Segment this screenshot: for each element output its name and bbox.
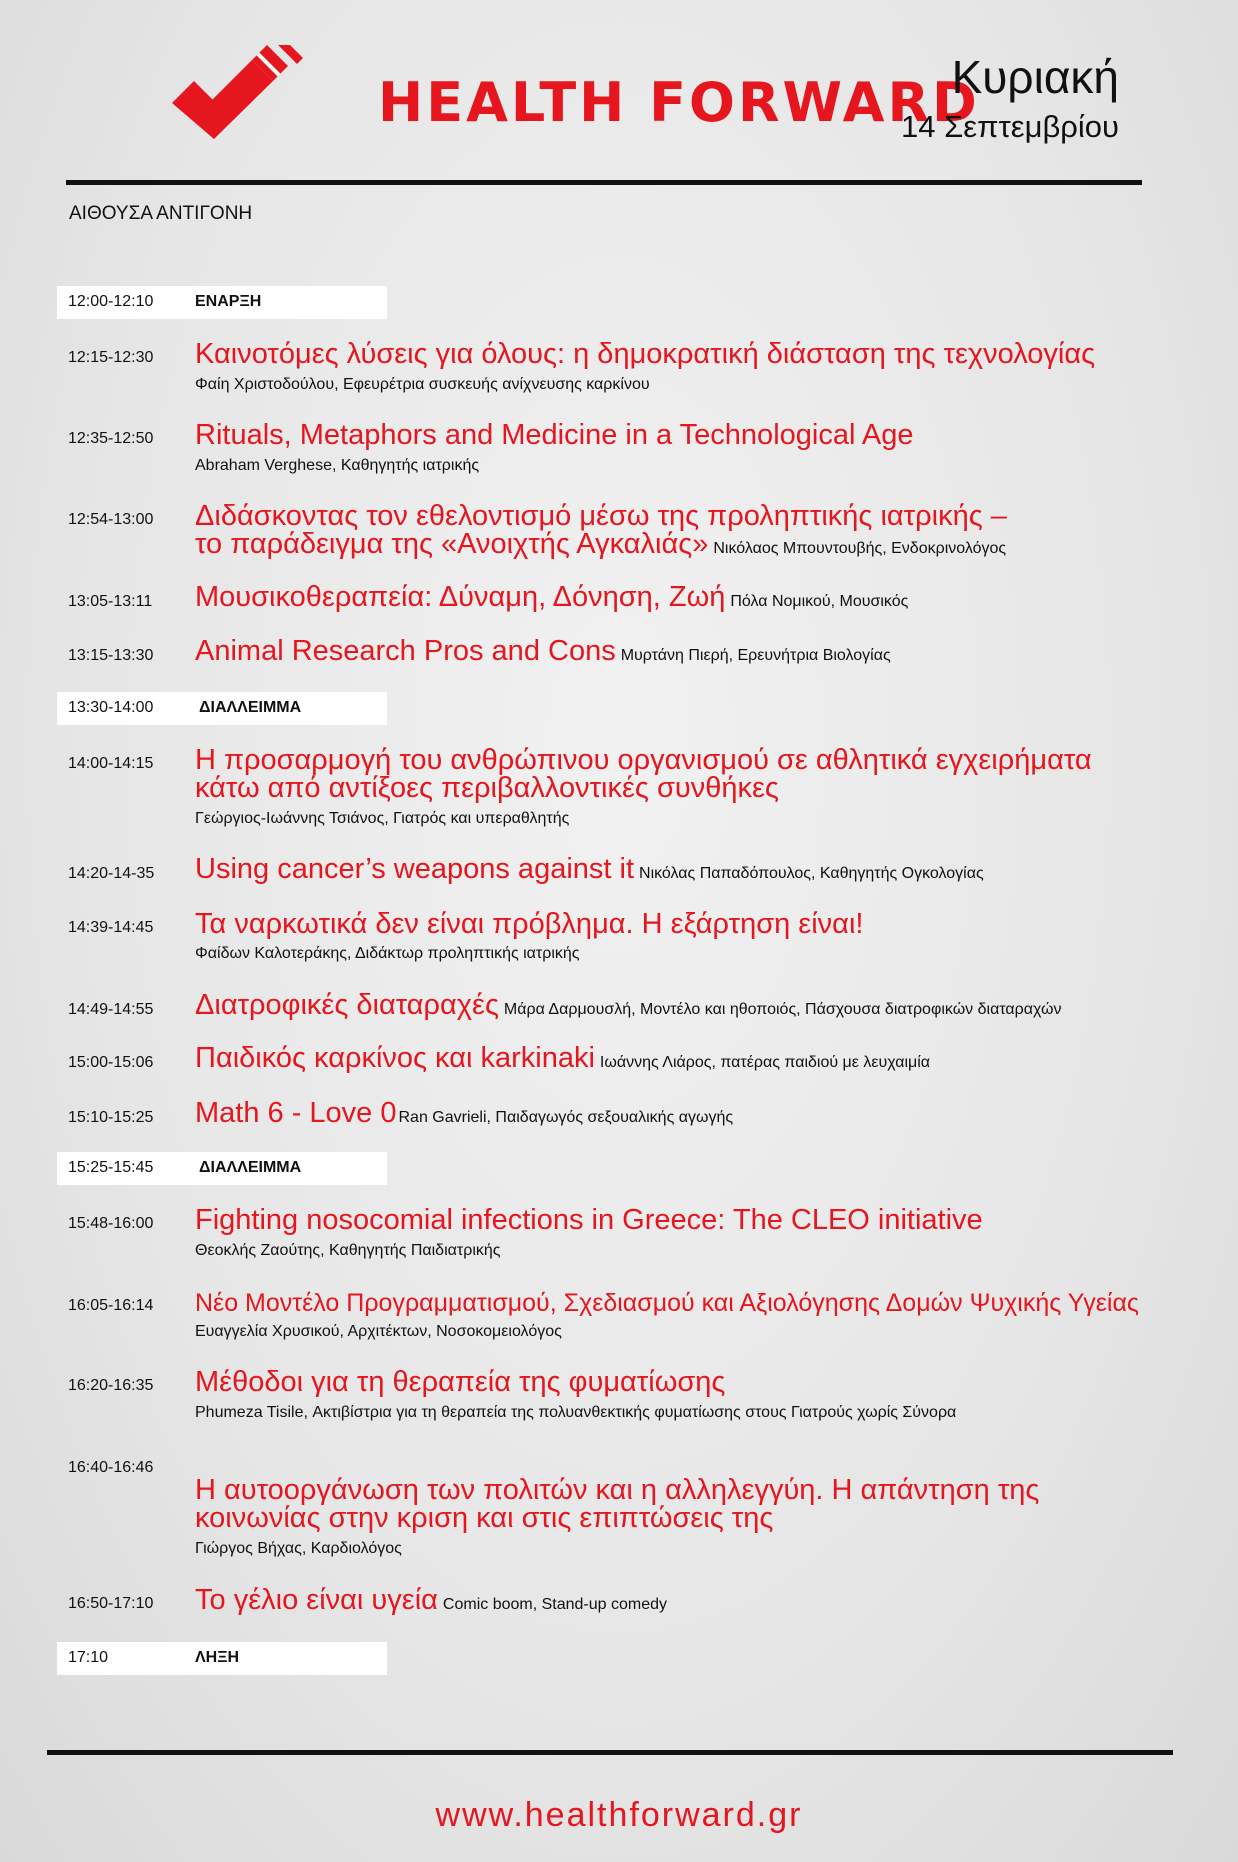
slot-time: 15:25-15:45 xyxy=(68,1159,154,1176)
talk-row xyxy=(195,1043,930,1078)
schedule-marker-opening xyxy=(57,286,387,319)
slot-time: 15:10-15:25 xyxy=(68,1109,154,1126)
talk-speaker: Ran Gavrieli, Παιδαγωγός σεξουαλικής αγωγής xyxy=(398,1109,734,1126)
talk-speaker: Ιωάννης Λιάρος, πατέρας παιδιού με λευχαιμία xyxy=(599,1054,931,1071)
talk-title-line1: Διδάσκοντας τον εθελοντισμό μέσω της προληπτικής ιατρικής – xyxy=(195,500,1007,532)
talk-row xyxy=(195,636,891,671)
brand-name: HEALTH FORWARD xyxy=(378,71,980,134)
talk-speaker: Comic boom, Stand-up comedy xyxy=(442,1596,668,1613)
slot-time: 14:39-14:45 xyxy=(68,919,154,936)
talk-speaker: Νικόλας Παπαδόπουλος, Καθηγητής Ογκολογίας xyxy=(639,865,984,882)
footer-divider xyxy=(47,1750,1173,1755)
talk-title-line2: κάτω από αντίξοες περιβαλλοντικές συνθήκες xyxy=(195,772,779,804)
slot-time: 15:48-16:00 xyxy=(68,1215,154,1232)
website-link[interactable]: www.healthforward.gr xyxy=(435,1796,803,1834)
talk-speaker: Νικόλαος Μπουντουβής, Ενδοκρινολόγος xyxy=(713,540,1007,557)
talk-row xyxy=(195,1098,733,1133)
slot-time: 12:35-12:50 xyxy=(68,430,154,447)
talk-speaker: Γιώργος Βήχας, Καρδιολόγος xyxy=(195,1540,402,1557)
talk-title-line2: κοινωνίας στην κριση και στις επιπτώσεις της xyxy=(195,1502,774,1534)
talk-title-line1: Η προσαρμογή του ανθρώπινου οργανισμού σε αθλητικά εγχειρήματα xyxy=(195,744,1092,776)
talk-title: Παιδικός καρκίνος και karkinaki xyxy=(195,1042,595,1074)
talk-speaker: Πόλα Νομικού, Μουσικός xyxy=(730,593,909,610)
talk-title: Fighting nosocomial infections in Greece: The CLEO initiative xyxy=(195,1204,983,1236)
talk-speaker: Μυρτάνη Πιερή, Ερευνήτρια Βιολογίας xyxy=(620,647,891,664)
slot-time: 14:00-14:15 xyxy=(68,755,154,772)
slot-time: 15:00-15:06 xyxy=(68,1054,154,1071)
talk-speaker: Θεοκλής Ζαούτης, Καθηγητής Παιδιατρικής xyxy=(195,1242,501,1259)
event-day: Κυριακή xyxy=(951,51,1119,103)
slot-time: 16:40-16:46 xyxy=(68,1459,154,1476)
schedule-marker-break xyxy=(57,692,387,725)
slot-label: ΛΗΞΗ xyxy=(195,1649,240,1666)
talk-row xyxy=(195,854,984,889)
talk-title: Μέθοδοι για τη θεραπεία της φυματίωσης xyxy=(195,1366,726,1398)
slot-time: 13:30-14:00 xyxy=(68,699,154,716)
talk-title: Rituals, Metaphors and Medicine in a Technological Age xyxy=(195,419,914,451)
talk-speaker: Μάρα Δαρμουσλή, Μοντέλο και ηθοποιός, Πάσχουσα διατροφικών διαταραχών xyxy=(503,1001,1062,1018)
slot-time: 13:15-13:30 xyxy=(68,647,154,664)
talk-title: Using cancer’s weapons against it xyxy=(195,853,635,885)
schedule-marker-end xyxy=(57,1642,387,1675)
slot-label: ΔΙΑΛΛΕΙΜΜΑ xyxy=(199,699,302,716)
talk-title: Διατροφικές διαταραχές xyxy=(195,989,499,1021)
slot-time: 16:20-16:35 xyxy=(68,1377,154,1394)
talk-row xyxy=(195,1585,667,1620)
talk-speaker: Γεώργιος-Ιωάννης Τσιάνος, Γιατρός και υπεραθλητής xyxy=(195,810,570,827)
talk-title: Καινοτόμες λύσεις για όλους: η δημοκρατική διάσταση της τεχνολογίας xyxy=(195,338,1096,370)
slot-label: ΕΝΑΡΞΗ xyxy=(195,293,262,310)
talk-speaker: Φαίη Χριστοδούλου, Εφευρέτρια συσκευής ανίχνευσης καρκίνου xyxy=(195,376,650,393)
slot-time: 16:50-17:10 xyxy=(68,1595,154,1612)
talk-title-line1: Η αυτοοργάνωση των πολιτών και η αλληλεγγύη. Η απάντηση της xyxy=(195,1474,1040,1506)
slot-time: 17:10 xyxy=(68,1649,109,1666)
slot-time: 14:20-14-35 xyxy=(68,865,155,882)
talk-row xyxy=(195,582,908,617)
talk-title: Animal Research Pros and Cons xyxy=(195,635,616,667)
room-name: ΑΙΘΟΥΣΑ ΑΝΤΙΓΟΝΗ xyxy=(69,203,253,224)
talk-title: Νέο Μοντέλο Προγραμματισμού, Σχεδιασμού και Αξιολόγησης Δομών Ψυχικής Υγείας xyxy=(195,1289,1139,1317)
talk-title-line2 xyxy=(195,529,1006,564)
slot-time: 16:05-16:14 xyxy=(68,1297,154,1314)
talk-title: Μουσικοθεραπεία: Δύναμη, Δόνηση, Ζωή xyxy=(195,581,726,613)
talk-row xyxy=(195,990,1062,1025)
talk-speaker: Abraham Verghese, Καθηγητής ιατρικής xyxy=(195,457,480,474)
talk-title: Το γέλιο είναι υγεία xyxy=(195,1584,438,1616)
slot-time: 13:05-13:11 xyxy=(68,593,153,610)
event-date: 14 Σεπτεμβρίου xyxy=(901,109,1119,144)
slot-time: 14:49-14:55 xyxy=(68,1001,154,1018)
talk-speaker: Φαίδων Καλοτεράκης, Διδάκτωρ προληπτικής ιατρικής xyxy=(195,945,580,962)
slot-time: 12:15-12:30 xyxy=(68,349,154,366)
talk-speaker: Phumeza Tisile, Ακτιβίστρια για τη θεραπεία της πολυανθεκτικής φυματίωσης στους Γιατρούς χωρίς Σύνορα xyxy=(195,1404,957,1421)
slot-label: ΔΙΑΛΛΕΙΜΜΑ xyxy=(199,1159,302,1176)
talk-title: Τα ναρκωτικά δεν είναι πρόβλημα. Η εξάρτηση είναι! xyxy=(195,908,864,940)
talk-speaker: Ευαγγελία Χρυσικού, Αρχιτέκτων, Νοσοκομειολόγος xyxy=(195,1323,562,1340)
schedule-marker-break xyxy=(57,1152,387,1185)
slot-time: 12:54-13:00 xyxy=(68,511,154,528)
talk-title-text: το παράδειγμα της «Ανοιχτής Αγκαλιάς» xyxy=(195,528,709,560)
slot-time: 12:00-12:10 xyxy=(68,293,154,310)
talk-title: Math 6 - Love 0 xyxy=(195,1097,397,1129)
